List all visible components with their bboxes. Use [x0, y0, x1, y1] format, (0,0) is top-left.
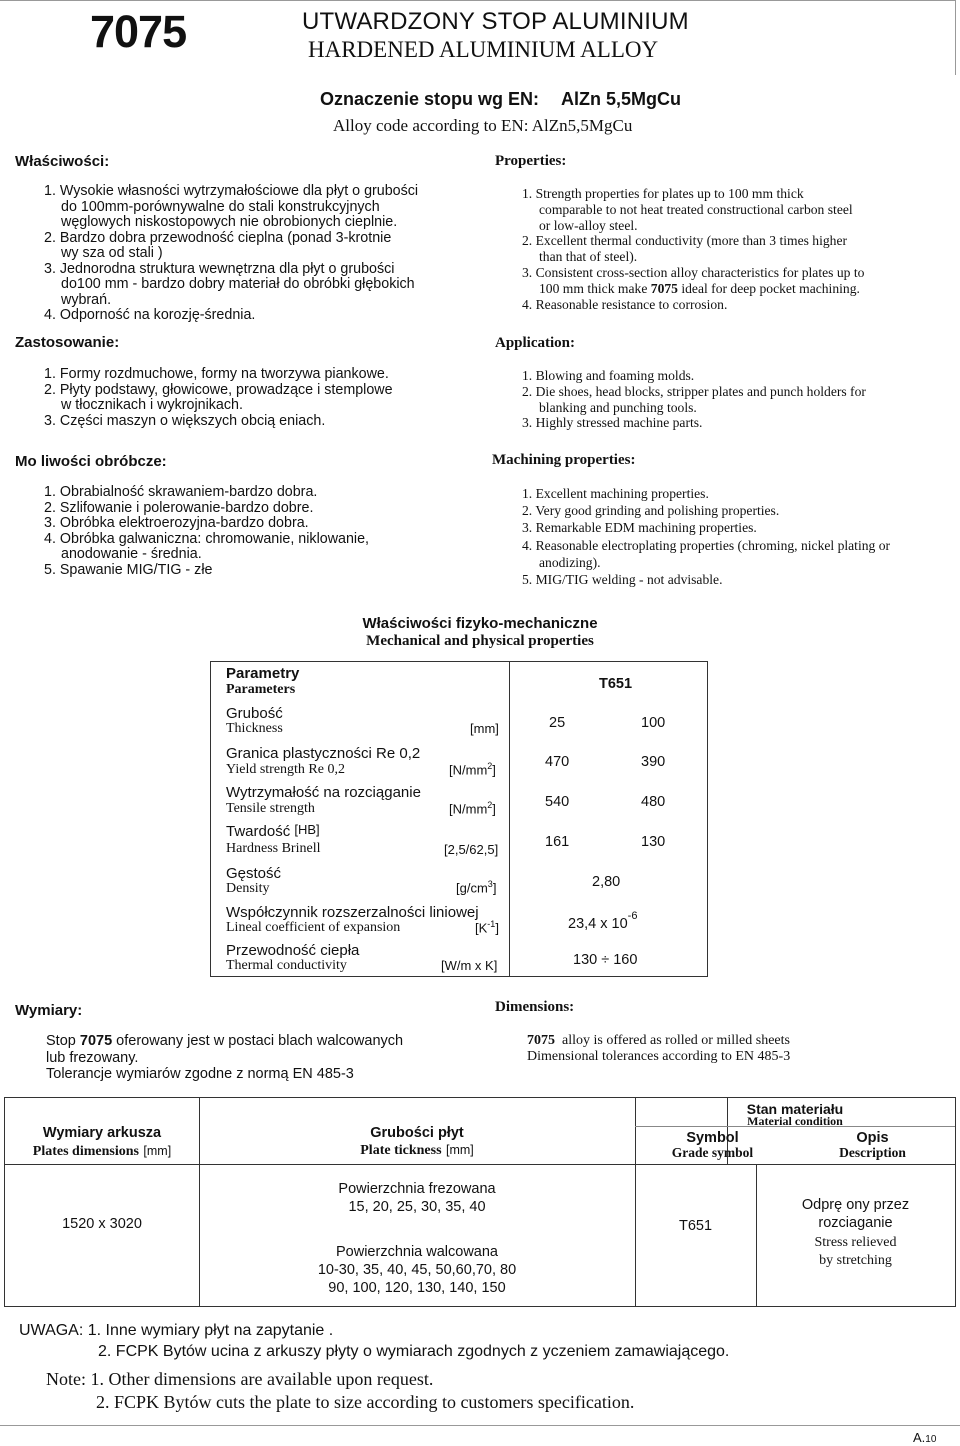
designation-en: Alloy code according to EN: AlZn5,5MgCu [333, 116, 633, 135]
params-header-en: Parameters [226, 682, 296, 697]
col-dims-en: Plates dimensions [mm] [32, 1144, 172, 1159]
list-item: 5. Spawanie MIG/TIG - złe [44, 561, 213, 578]
param-label-pl: Przewodność ciepła [226, 942, 360, 959]
dimensions-pl-text: Stop 7075 oferowany jest w postaci blach walcowanych lub frezowany. Tolerancje wymiarów zgodne z normą EN 485-3 [46, 1033, 404, 1082]
param-value: 23,4 x $10^{-6}$ [568, 910, 638, 932]
rolled-thickness: Powierzchnia walcowana 10-30, 35, 40, 45, 50,60,70, 80 90, 100, 120, 130, 140, 150 [317, 1244, 517, 1296]
designation-pl [320, 89, 681, 110]
param-label-en: Hardness Brinell [226, 841, 321, 856]
footer-rule [0, 1425, 960, 1426]
list-item: comparable to not heat treated constructional carbon steel [539, 201, 853, 217]
list-item: or low-alloy steel. [539, 217, 638, 233]
param-unit: [mm] [470, 721, 499, 736]
milled-thickness: Powierzchnia frezowana 15, 20, 25, 30, 35, 40 [338, 1181, 496, 1215]
param-unit: [2,5/62,5] [444, 842, 499, 857]
list-item: 2. Die shoes, head blocks, stripper plates and punch holders for [522, 383, 866, 399]
param-label-pl: Granica plastyczności Re 0,2 [226, 745, 421, 762]
list-item: 100 mm thick make 7075 ideal for deep pocket machining. [539, 280, 860, 296]
list-item: w tłocznikach i wykrojnikach. [61, 397, 243, 413]
param-unit: $[N/mm^2]$ [449, 800, 496, 817]
param-value: 130 [641, 834, 666, 850]
col-desc-en: Description [839, 1145, 906, 1160]
list-item: 3. Consistent cross-section alloy characteristics for plates up to [522, 264, 865, 280]
list-item: 3. Highly stressed machine parts. [522, 415, 703, 431]
page-number: A.10 [913, 1430, 937, 1445]
list-item: 1. Wysokie własności wytrzymałościowe dla płyt o grubości [44, 183, 419, 199]
properties-en-list [522, 186, 952, 312]
temper-header: T651 [599, 676, 633, 692]
param-unit: $[g/cm^3]$ [456, 879, 497, 896]
param-label-en: Tensile strength [226, 801, 315, 816]
param-value: 100 [641, 715, 666, 731]
list-item: 5. MIG/TIG welding - not advisable. [522, 572, 723, 588]
col-dims-pl: Wymiary arkusza [42, 1125, 162, 1141]
title-pl: UTWARDZONY STOP ALUMINIUM [302, 8, 689, 35]
params-header-pl: Parametry [226, 665, 300, 682]
list-item: 1. Obrabialność skrawaniem-bardzo dobra. [44, 484, 318, 500]
machining-pl-heading: Mo liwości obróbcze: [15, 453, 167, 470]
param-label-en: Lineal coefficient of expansion [226, 920, 401, 935]
param-label-en: Yield strength Re 0,2 [226, 762, 345, 777]
param-unit: $[N/mm^2]$ [449, 761, 496, 778]
param-label-pl: Gęstość [226, 865, 282, 882]
note-en-1: Note: 1. Other dimensions are available upon request. [46, 1369, 434, 1389]
list-item: 2. Płyty podstawy, głowicowe, prowadzące i stemplowe [44, 381, 393, 398]
col-thickness-en: Plate tickness [mm] [360, 1143, 474, 1158]
dimensions-pl-heading: Wymiary: [15, 1002, 83, 1019]
mech-title-pl: Właściwości fizyko-mechaniczne [362, 615, 598, 632]
description-value: Odprę ony przez rozciaganie Stress relieved by stretching [801, 1197, 910, 1268]
list-item: 1. Excellent machining properties. [522, 486, 709, 501]
list-item: blanking and punching tools. [539, 399, 697, 415]
param-value: 390 [641, 754, 666, 770]
list-item: 2. Very good grinding and polishing properties. [522, 503, 780, 519]
list-item: węglowych niskostopowych nie obrobionych cieplnie. [61, 214, 398, 230]
col-thickness-pl: Grubości płyt [370, 1125, 464, 1141]
list-item: 2. Excellent thermal conductivity (more than 3 times higher [522, 233, 848, 249]
alloy-code: 7075 [90, 6, 187, 57]
machining-pl-list [44, 485, 484, 578]
properties-en-heading: Properties: [495, 153, 567, 169]
list-item: 2. Bardzo dobra przewodność cieplna (ponad 3-krotnie [44, 229, 392, 246]
list-item: wy sza od stali ) [61, 245, 163, 261]
param-label-pl: Współczynnik rozszerzalności liniowej [226, 904, 479, 921]
table-divider [509, 662, 510, 976]
param-value: 2,80 [592, 874, 621, 890]
col-desc-pl: Opis [856, 1130, 889, 1146]
machining-en-list [522, 485, 952, 588]
list-item: 4. Reasonable electroplating properties (chroming, nickel plating or [522, 537, 891, 553]
list-item: do 100mm-porównywalne do stali konstrukcyjnych [61, 198, 380, 215]
param-value: 470 [545, 754, 570, 770]
list-item: 2. Szlifowanie i polerowanie-bardzo dobre. [44, 499, 314, 516]
designation-pl-label: Oznaczenie stopu wg EN: [320, 89, 540, 109]
param-value: 161 [545, 834, 570, 850]
properties-pl-list [44, 184, 484, 324]
param-value: 130 ÷ 160 [573, 952, 638, 968]
list-item: 1. Blowing and foaming molds. [522, 368, 695, 383]
param-value: 25 [549, 715, 566, 731]
param-unit: $[K^{-1}]$ [475, 919, 499, 936]
param-label-pl: Twardość [HB] [226, 822, 320, 840]
param-unit: [W/m x K] [441, 958, 498, 973]
list-item: anodizing). [539, 554, 601, 570]
note-en-2: 2. FCPK Bytów cuts the plate to size according to customers specification. [96, 1392, 635, 1412]
list-item: do100 mm - bardzo dobry materiał do obróbki głębokich [61, 276, 415, 292]
list-item: 3. Jednorodna struktura wewnętrzna dla płyt o grubości [44, 260, 395, 277]
title-en: HARDENED ALUMINIUM ALLOY [308, 37, 659, 62]
list-item: 4. Odporność na korozję-średnia. [44, 307, 256, 323]
list-item: 3. Remarkable EDM machining properties. [522, 520, 757, 536]
list-item: 4. Obróbka galwaniczna: chromowanie, niklowanie, [44, 530, 370, 547]
list-item: 1. Formy rozdmuchowe, formy na tworzywa piankowe. [44, 366, 389, 382]
note-pl-2: 2. FCPK Bytów ucina z arkuszy płyty o wymiarach zgodnych z yczeniem zamawiającego. [98, 1343, 730, 1360]
application-pl-list [44, 367, 484, 429]
col-condition-pl: Stan materiału [746, 1101, 844, 1117]
application-en-heading: Application: [495, 335, 576, 351]
mech-title-en: Mechanical and physical properties [366, 633, 594, 649]
param-label-en: Density [226, 881, 270, 896]
param-label-pl: Grubość [226, 705, 283, 722]
list-item: 3. Obróbka elektroerozyjna-bardzo dobra. [44, 515, 309, 531]
application-pl-heading: Zastosowanie: [15, 334, 120, 351]
param-value: 540 [545, 794, 570, 810]
note-pl-1: UWAGA: 1. Inne wymiary płyt na zapytanie . [19, 1322, 334, 1339]
designation-pl-value: AlZn 5,5MgCu [561, 89, 682, 109]
table-divider [5, 1164, 955, 1165]
list-item: 3. Części maszyn o większych obcią eniach. [44, 412, 326, 429]
param-label-pl: Wytrzymałość na rozciąganie [226, 784, 421, 801]
list-item: wybrań. [61, 291, 112, 308]
dimensions-en-text: 7075 alloy is offered as rolled or milled sheets Dimensional tolerances according to EN 485-3 [527, 1033, 791, 1064]
mech-properties-table [210, 661, 708, 977]
list-item: 1. Strength properties for plates up to 100 mm thick [522, 186, 804, 201]
dimensions-en-heading: Dimensions: [495, 999, 575, 1015]
list-item: than that of steel). [539, 249, 638, 265]
col-symbol-en: Grade symbol [671, 1145, 754, 1160]
sheet-dimensions-table [4, 1097, 956, 1307]
list-item: 4. Reasonable resistance to corrosion. [522, 296, 728, 312]
grade-symbol-value: T651 [678, 1218, 713, 1234]
col-condition-en: Material condition [747, 1114, 843, 1128]
application-en-list [522, 368, 952, 431]
param-label-en: Thermal conductivity [226, 958, 347, 973]
properties-pl-heading: Właściwości: [15, 153, 110, 170]
plate-dimension-value: 1520 x 3020 [62, 1216, 142, 1232]
param-label-en: Thickness [226, 721, 283, 736]
col-symbol-pl: Symbol [686, 1130, 739, 1146]
list-item: anodowanie - średnia. [61, 546, 202, 562]
param-value: 480 [641, 794, 666, 810]
machining-en-heading: Machining properties: [492, 452, 636, 468]
